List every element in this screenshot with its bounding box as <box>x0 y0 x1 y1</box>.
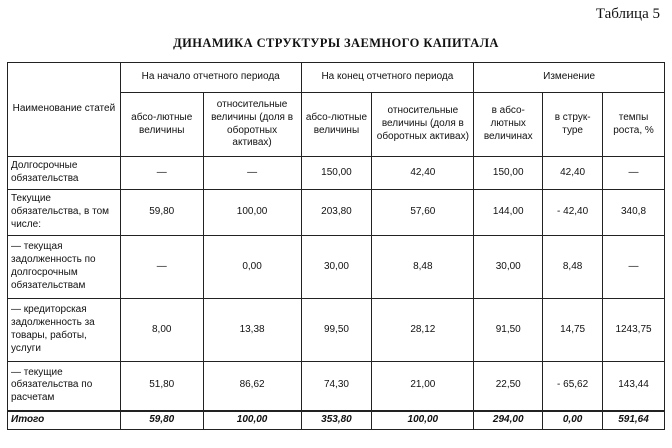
header-name-column: Наименование статей <box>8 63 121 157</box>
cell: 1243,75 <box>603 299 665 362</box>
header-change-abs: в абсо-лютных величинах <box>474 93 543 157</box>
cell: 591,64 <box>603 411 665 430</box>
page-title: ДИНАМИКА СТРУКТУРЫ ЗАЕМНОГО КАПИТАЛА <box>173 36 499 50</box>
cell: 86,62 <box>203 362 301 411</box>
cell: 91,50 <box>474 299 543 362</box>
cell: 144,00 <box>474 190 543 236</box>
cell: - 42,40 <box>543 190 603 236</box>
header-rel-start: относительные величины (доля в оборотных активах) <box>203 93 301 157</box>
header-abs-end: абсо-лютные величины <box>301 93 372 157</box>
cell: 57,60 <box>372 190 474 236</box>
table-row <box>8 362 665 411</box>
header-change-structure: в струк-туре <box>543 93 603 157</box>
cell: 100,00 <box>203 190 301 236</box>
cell: 353,80 <box>301 411 372 430</box>
cell: 8,48 <box>543 236 603 299</box>
header-group-change: Изменение <box>474 63 665 93</box>
header-group-start: На начало отчетного периода <box>120 63 301 93</box>
table-row <box>8 190 665 236</box>
cell: 100,00 <box>203 411 301 430</box>
header-rel-end: относительные величины (доля в оборотных активах) <box>372 93 474 157</box>
cell: — <box>603 157 665 190</box>
cell: 30,00 <box>301 236 372 299</box>
header-group-end: На конец отчетного периода <box>301 63 474 93</box>
cell: 28,12 <box>372 299 474 362</box>
cell: 340,8 <box>603 190 665 236</box>
data-table <box>7 62 665 430</box>
cell: 99,50 <box>301 299 372 362</box>
cell: 0,00 <box>203 236 301 299</box>
cell: 150,00 <box>474 157 543 190</box>
cell: 30,00 <box>474 236 543 299</box>
cell: 42,40 <box>372 157 474 190</box>
cell: — <box>120 236 203 299</box>
cell: — <box>120 157 203 190</box>
cell: 100,00 <box>372 411 474 430</box>
cell: 21,00 <box>372 362 474 411</box>
cell: 22,50 <box>474 362 543 411</box>
row-name: — текущая задолженность по долгосрочным обязательствам <box>8 236 121 299</box>
cell: 59,80 <box>120 411 203 430</box>
cell: 8,00 <box>120 299 203 362</box>
cell: 8,48 <box>372 236 474 299</box>
cell: — <box>603 236 665 299</box>
cell: 143,44 <box>603 362 665 411</box>
cell: 59,80 <box>120 190 203 236</box>
row-name: Долгосрочные обязательства <box>8 157 121 190</box>
cell: 74,30 <box>301 362 372 411</box>
cell: — <box>203 157 301 190</box>
header-abs-start: абсо-лютные величины <box>120 93 203 157</box>
row-name: — текущие обязательства по расчетам <box>8 362 121 411</box>
table-row <box>8 236 665 299</box>
row-name: Итого <box>8 411 121 430</box>
cell: 203,80 <box>301 190 372 236</box>
total-row <box>8 411 665 430</box>
cell: 14,75 <box>543 299 603 362</box>
header-change-rate: темпы роста, % <box>603 93 665 157</box>
cell: 150,00 <box>301 157 372 190</box>
cell: 51,80 <box>120 362 203 411</box>
row-name: — кредиторская задолженность за товары, работы, услуги <box>8 299 121 362</box>
table-caption: Таблица 5 <box>595 6 660 22</box>
cell: - 65,62 <box>543 362 603 411</box>
cell: 0,00 <box>543 411 603 430</box>
row-name: Текущие обязательства, в том числе: <box>8 190 121 236</box>
cell: 13,38 <box>203 299 301 362</box>
cell: 42,40 <box>543 157 603 190</box>
table-row <box>8 299 665 362</box>
cell: 294,00 <box>474 411 543 430</box>
table-row <box>8 157 665 190</box>
